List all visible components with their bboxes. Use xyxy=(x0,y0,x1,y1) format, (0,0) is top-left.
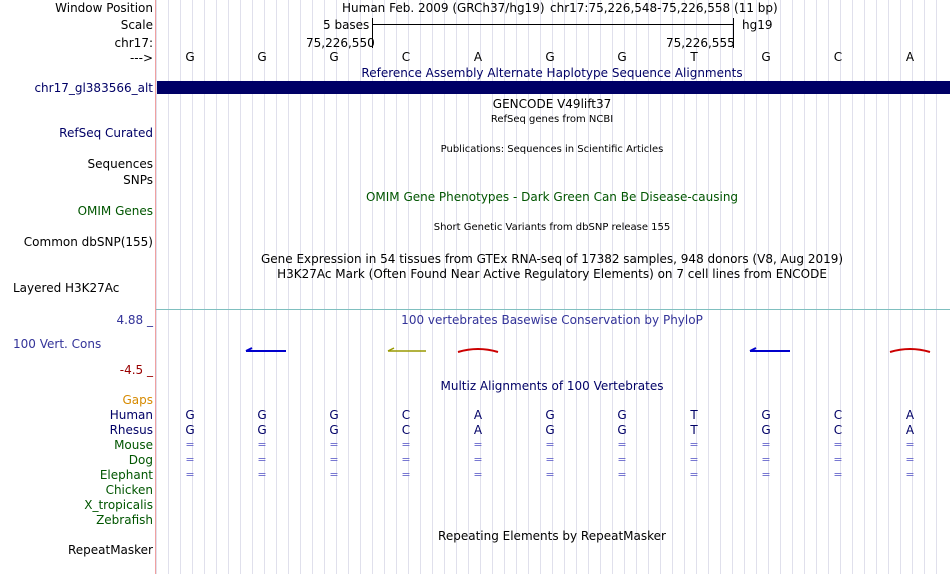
cons-blue-arrow-1 xyxy=(246,348,286,351)
strand-arrow-label[interactable]: ---> xyxy=(129,51,153,65)
alignment-base: = xyxy=(401,453,411,466)
alignment-base: = xyxy=(905,453,915,466)
alignment-base: A xyxy=(905,408,915,422)
alignment-base: = xyxy=(617,438,627,451)
coord-left: 75,226,550 xyxy=(306,36,375,50)
alignment-base: = xyxy=(617,453,627,466)
multiz-title[interactable]: Multiz Alignments of 100 Vertebrates xyxy=(440,379,664,393)
alignment-base: G xyxy=(617,408,627,422)
gencode-title[interactable]: GENCODE V49lift37 xyxy=(492,97,612,111)
h3k27-title[interactable]: H3K27Ac Mark (Often Found Near Active Regulatory Elements) on 7 cell lines from ENCODE xyxy=(277,267,827,281)
cons-red-arc-1 xyxy=(458,349,498,352)
alignment-base: = xyxy=(329,453,339,466)
alignment-base: G xyxy=(257,423,267,437)
base-letter: C xyxy=(401,50,411,64)
publications-title[interactable]: Publications: Sequences in Scientific Articles xyxy=(440,144,664,155)
alignment-base: G xyxy=(545,423,555,437)
alignment-base: A xyxy=(473,423,483,437)
alignment-base: = xyxy=(473,468,483,481)
alt-haplotype-title[interactable]: Reference Assembly Alternate Haplotype Sequence Alignments xyxy=(361,66,743,80)
alignment-base: G xyxy=(761,408,771,422)
cons-red-arc-2 xyxy=(890,349,930,352)
alignment-base: = xyxy=(185,453,195,466)
alignment-base: = xyxy=(401,438,411,451)
alignment-base: = xyxy=(545,453,555,466)
alignment-base: = xyxy=(761,468,771,481)
alignment-base: G xyxy=(329,423,339,437)
scale-db: hg19 xyxy=(742,18,773,32)
alignment-base: = xyxy=(617,468,627,481)
snps-label[interactable]: SNPs xyxy=(123,173,153,187)
h3k27-label[interactable]: Layered H3K27Ac xyxy=(13,281,120,295)
alignment-base: = xyxy=(473,453,483,466)
position-text: chr17:75,226,548-75,226,558 (11 bp) xyxy=(550,1,778,15)
species-label[interactable]: Rhesus xyxy=(109,423,153,437)
species-label[interactable]: Zebrafish xyxy=(96,513,153,527)
species-label[interactable]: Dog xyxy=(128,453,153,467)
alignment-base: A xyxy=(473,408,483,422)
alt-haplotype-label[interactable]: chr17_gl383566_alt xyxy=(34,81,153,95)
cons-min-label: -4.5 _ xyxy=(119,363,153,377)
assembly-title: Human Feb. 2009 (GRCh37/hg19) xyxy=(342,1,545,15)
alignment-base: = xyxy=(689,438,699,451)
base-letter: G xyxy=(545,50,555,64)
alignment-base: = xyxy=(833,438,843,451)
alignment-base: = xyxy=(185,438,195,451)
alignment-base: C xyxy=(833,423,843,437)
base-letter: A xyxy=(905,50,915,64)
alignment-base: G xyxy=(257,408,267,422)
alignment-base: = xyxy=(329,438,339,451)
sequences-label[interactable]: Sequences xyxy=(87,157,153,171)
base-letter: T xyxy=(690,50,698,64)
alignment-base: = xyxy=(689,468,699,481)
alignment-base: = xyxy=(257,438,267,451)
alignment-base: G xyxy=(617,423,627,437)
alt-haplotype-bar[interactable] xyxy=(157,81,950,94)
gtex-title[interactable]: Gene Expression in 54 tissues from GTEx RNA-seq of 17382 samples, 948 donors (V8, Aug 2019) xyxy=(260,252,844,266)
alignment-base: G xyxy=(185,408,195,422)
alignment-base: = xyxy=(833,468,843,481)
alignment-base: A xyxy=(905,423,915,437)
base-letter: A xyxy=(473,50,483,64)
alignment-base: = xyxy=(761,453,771,466)
base-letter: C xyxy=(833,50,843,64)
scale-text: 5 bases xyxy=(323,18,370,32)
alignment-base: G xyxy=(761,423,771,437)
alignment-base: = xyxy=(833,453,843,466)
alignment-base: T xyxy=(690,408,698,422)
track-separator xyxy=(156,309,950,310)
alignment-base: = xyxy=(401,468,411,481)
alignment-base: T xyxy=(690,423,698,437)
base-letter: G xyxy=(257,50,267,64)
base-letter: G xyxy=(185,50,195,64)
repeatmasker-title[interactable]: Repeating Elements by RepeatMasker xyxy=(438,529,666,543)
alignment-base: = xyxy=(689,453,699,466)
base-letter: G xyxy=(761,50,771,64)
alignment-base: = xyxy=(329,468,339,481)
coord-right: 75,226,555 xyxy=(666,36,735,50)
cons-blue-arrow-2 xyxy=(750,348,790,351)
refseq-curated-label[interactable]: RefSeq Curated xyxy=(59,126,153,140)
cons-label[interactable]: 100 Vert. Cons xyxy=(13,337,102,351)
alignment-base: = xyxy=(905,438,915,451)
alignment-base: = xyxy=(545,438,555,451)
chrom-label: chr17: xyxy=(114,36,153,50)
base-letter: G xyxy=(329,50,339,64)
alignment-base: G xyxy=(185,423,195,437)
omim-title[interactable]: OMIM Gene Phenotypes - Dark Green Can Be Disease-causing xyxy=(365,190,739,204)
species-label[interactable]: Human xyxy=(109,408,153,422)
cons-olive-arrow xyxy=(388,348,426,351)
alignment-base: = xyxy=(185,468,195,481)
alignment-base: G xyxy=(545,408,555,422)
scale-bar xyxy=(372,24,733,25)
refseq-subtitle[interactable]: RefSeq genes from NCBI xyxy=(490,114,614,125)
species-label[interactable]: Chicken xyxy=(105,483,153,497)
dbsnp-label[interactable]: Common dbSNP(155) xyxy=(23,235,153,249)
dbsnp-title[interactable]: Short Genetic Variants from dbSNP release 155 xyxy=(433,222,671,233)
alignment-base: = xyxy=(257,468,267,481)
alignment-base: = xyxy=(545,468,555,481)
gaps-label[interactable]: Gaps xyxy=(122,393,153,407)
phylop-title[interactable]: 100 vertebrates Basewise Conservation by PhyloP xyxy=(401,313,703,327)
omim-genes-label[interactable]: OMIM Genes xyxy=(77,204,153,218)
cons-max-label: 4.88 _ xyxy=(116,313,153,327)
alignment-base: = xyxy=(761,438,771,451)
species-label[interactable]: X_tropicalis xyxy=(84,498,153,512)
repeatmasker-label[interactable]: RepeatMasker xyxy=(67,543,153,557)
conservation-glyphs xyxy=(0,340,950,360)
alignment-base: = xyxy=(473,438,483,451)
alignment-base: C xyxy=(401,408,411,422)
species-label[interactable]: Mouse xyxy=(114,438,153,452)
label-divider xyxy=(155,0,156,574)
species-label[interactable]: Elephant xyxy=(99,468,153,482)
alignment-base: = xyxy=(905,468,915,481)
scale-label: Scale xyxy=(120,18,153,32)
alignment-base: C xyxy=(401,423,411,437)
alignment-base: G xyxy=(329,408,339,422)
alignment-base: C xyxy=(833,408,843,422)
base-letter: G xyxy=(617,50,627,64)
window-position-label: Window Position xyxy=(55,1,153,15)
alignment-base: = xyxy=(257,453,267,466)
